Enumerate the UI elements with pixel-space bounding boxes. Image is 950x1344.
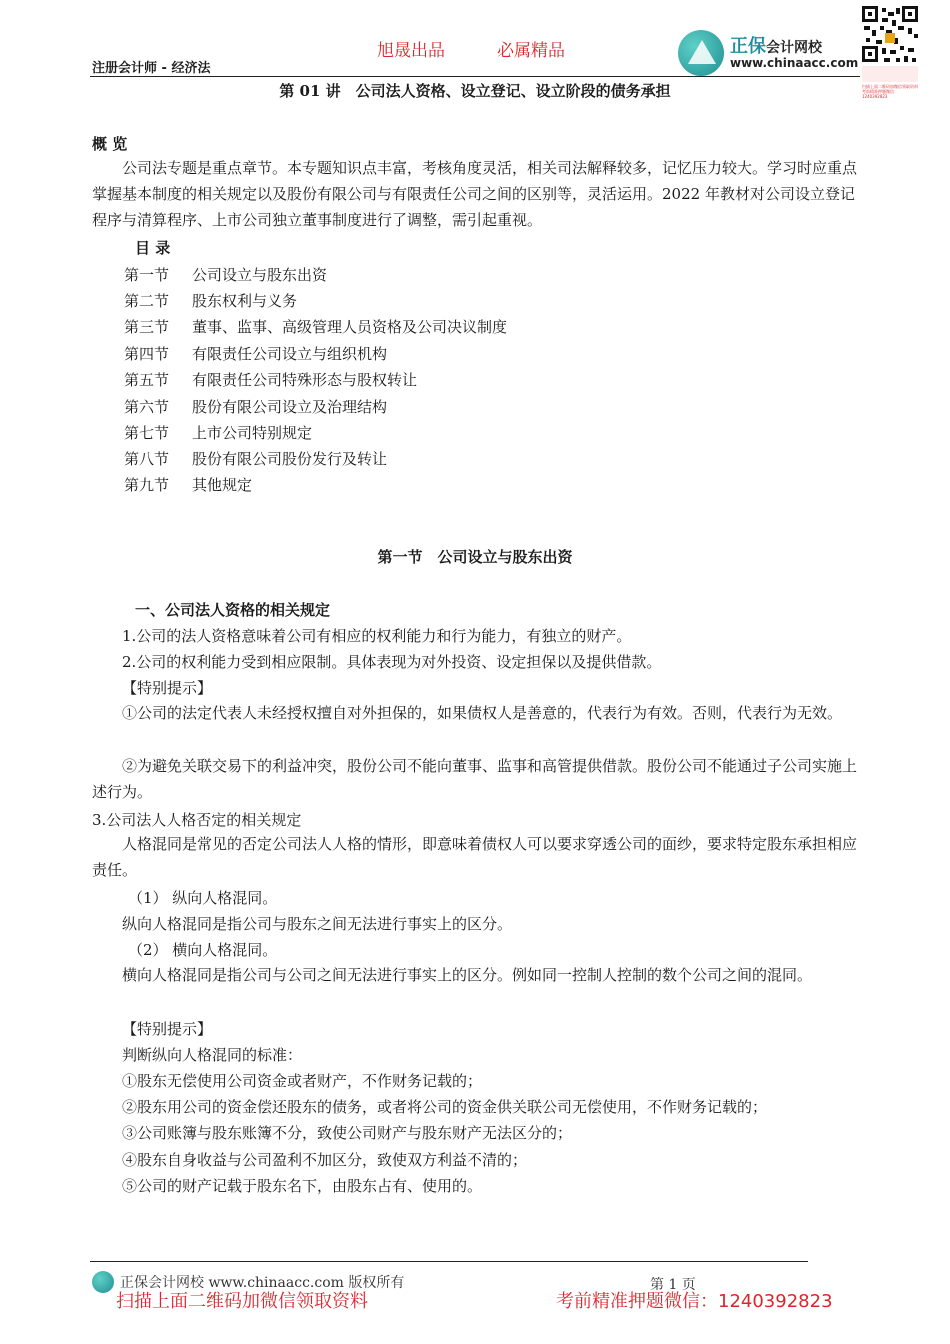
toc-item-title[interactable]: 公司设立与股东出资	[192, 266, 328, 284]
toc-item-title[interactable]: 股东权利与义务	[192, 292, 298, 310]
toc-item-num[interactable]: 第三节	[124, 318, 170, 336]
footer-promo-left: 扫描上面二维码加微信领取资料	[116, 1291, 368, 1312]
logo-brand: 正保	[730, 36, 766, 57]
toc-item-num[interactable]: 第四节	[124, 345, 170, 363]
paragraph: 人格混同是常见的否定公司法人人格的情形，即意味着债权人可以要求穿透公司的面纱，要求特定股东承担相应责任。	[92, 835, 858, 879]
toc-heading: 目 录	[135, 239, 171, 257]
qr-code-icon	[862, 6, 918, 82]
paragraph: 3.公司法人人格否定的相关规定	[92, 811, 302, 829]
list-item: ⑤公司的财产记载于股东名下，由股东占有、使用的。	[122, 1177, 483, 1195]
footer-promo-right	[556, 1287, 833, 1313]
footer-divider	[90, 1261, 808, 1262]
list-item: ③公司账簿与股东账簿不分，致使公司财产与股东财产无法区分的；	[122, 1124, 573, 1142]
lecture-title: 第 01 讲 公司法人资格、设立登记、设立阶段的债务承担	[279, 82, 671, 100]
wechat-number: 1240392823	[718, 1291, 833, 1312]
list-label: （1） 纵向人格混同。	[128, 889, 278, 907]
toc-item-num[interactable]: 第八节	[124, 450, 170, 468]
toc-item-num[interactable]: 第一节	[124, 266, 170, 284]
course-name: 注册会计师 - 经济法	[92, 61, 211, 76]
list-item: ②股东用公司的资金偿还股东的债务，或者将公司的资金供关联公司无偿使用，不作财务记载的；	[122, 1098, 768, 1116]
paragraph: 1.公司的法人资格意味着公司有相应的权利能力和行为能力，有独立的财产。	[122, 627, 632, 645]
logo-url: www.chinaacc.com	[730, 56, 859, 70]
logo-emblem-icon	[678, 30, 724, 76]
toc-item-num[interactable]: 第七节	[124, 424, 170, 442]
toc-item-title[interactable]: 上市公司特别规定	[192, 424, 313, 442]
toc-item-title[interactable]: 股份有限公司股份发行及转让	[192, 450, 388, 468]
header-promo-left: 旭晟出品	[377, 41, 445, 61]
footer-logo-icon	[92, 1271, 114, 1293]
special-tip-label: 【特别提示】	[122, 679, 213, 697]
subsection-heading: 一、公司法人资格的相关规定	[135, 601, 331, 619]
section-title: 第一节 公司设立与股东出资	[377, 548, 573, 566]
toc-item-title[interactable]: 有限责任公司特殊形态与股权转让	[192, 371, 418, 389]
toc-item-title[interactable]: 其他规定	[192, 476, 253, 494]
special-tip-label: 【特别提示】	[122, 1020, 213, 1038]
chinaacc-logo[interactable]	[678, 30, 860, 80]
logo-brand-sub: 会计网校	[766, 40, 822, 56]
footer-promo-text: 考前精准押题微信：	[556, 1291, 718, 1312]
toc-item-num[interactable]: 第二节	[124, 292, 170, 310]
paragraph: 判断纵向人格混同的标准：	[122, 1046, 303, 1064]
qr-caption: 扫描上面二维码加微信领取资料 考前精准押题微信：1240392823	[862, 84, 918, 99]
paragraph: 纵向人格混同是指公司与股东之间无法进行事实上的区分。	[122, 915, 513, 933]
toc-item-title[interactable]: 股份有限公司设立及治理结构	[192, 398, 388, 416]
toc-item-num[interactable]: 第九节	[124, 476, 170, 494]
list-item: ④股东自身收益与公司盈利不加区分，致使双方利益不清的；	[122, 1151, 528, 1169]
footer-copyright: 正保会计网校 www.chinaacc.com 版权所有	[120, 1275, 405, 1291]
toc-item-title[interactable]: 有限责任公司设立与组织机构	[192, 345, 388, 363]
overview-heading: 概 览	[92, 135, 128, 153]
list-label: （2） 横向人格混同。	[128, 941, 278, 959]
page-number: 第 1 页	[650, 1277, 696, 1293]
overview-text: 公司法专题是重点章节。本专题知识点丰富，考核角度灵活，相关司法解释较多，记忆压力较大。学习时应重点掌握基本制度的相关规定以及股份有限公司与有限责任公司之间的区别等，灵活运用。2022 年教材对公司设立登记程序与清算程序、上市公司独立董事制度进行了调整，需引起重视。	[92, 159, 858, 229]
list-item: ①股东无偿使用公司资金或者财产，不作财务记载的；	[122, 1072, 483, 1090]
header-promo-right: 必属精品	[497, 41, 565, 61]
paragraph: 横向人格混同是指公司与公司之间无法进行事实上的区分。例如同一控制人控制的数个公司之间的混同。	[122, 966, 813, 984]
paragraph: 2.公司的权利能力受到相应限制。具体表现为对外投资、设定担保以及提供借款。	[122, 653, 662, 671]
toc-item-num[interactable]: 第五节	[124, 371, 170, 389]
paragraph: ①公司的法定代表人未经授权擅自对外担保的，如果债权人是善意的，代表行为有效。否则，代表行为无效。	[122, 704, 843, 722]
toc-item-title[interactable]: 董事、监事、高级管理人员资格及公司决议制度	[192, 318, 508, 336]
header-divider	[90, 76, 860, 77]
paragraph: ②为避免关联交易下的利益冲突，股份公司不能向董事、监事和高管提供借款。股份公司不能通过子公司实施上述行为。	[92, 757, 858, 801]
toc-item-num[interactable]: 第六节	[124, 398, 170, 416]
